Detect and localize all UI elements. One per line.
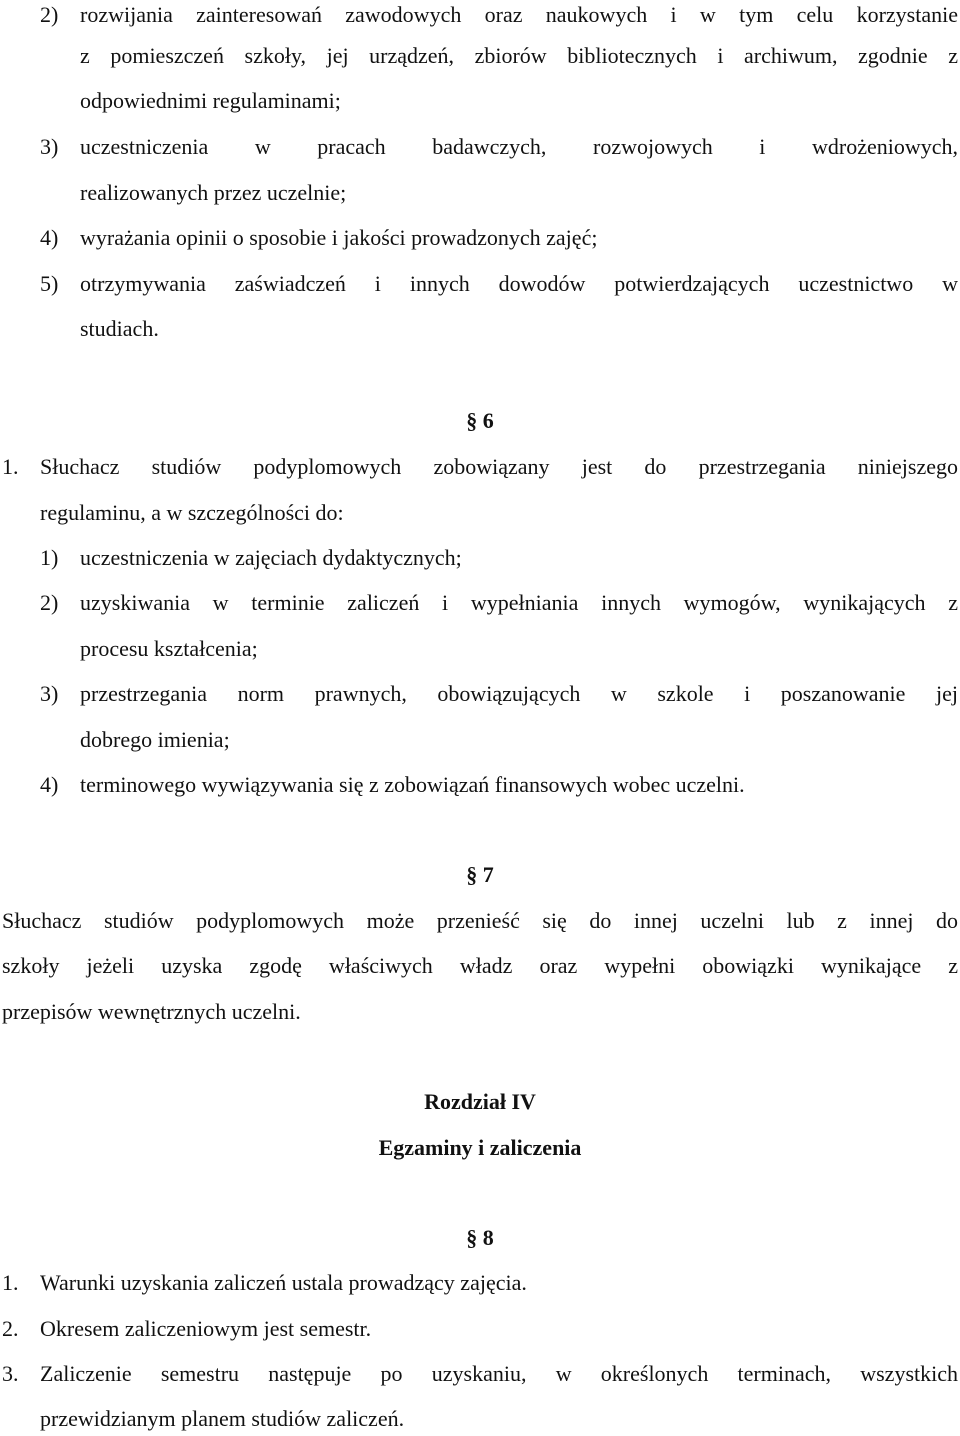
paragraph-text: szkoły jeżeli uzyska zgodę właściwych władz oraz wypełni obowiązki wynikające z	[2, 953, 958, 978]
list-text: uczestniczenia w zajęciach dydaktycznych;	[80, 545, 462, 570]
chapter-title: Rozdział IV	[424, 1089, 536, 1114]
chapter-subtitle: Egzaminy i zaliczenia	[378, 1135, 582, 1160]
paragraph-text: Okresem zaliczeniowym jest semestr.	[40, 1316, 372, 1341]
list-text: wyrażania opinii o sposobie i jakości prowadzonych zajęć;	[80, 225, 598, 250]
paragraph	[0, 452, 958, 482]
list-text-continued: z pomieszczeń szkoły, jej urządzeń, zbiorów bibliotecznych i archiwum, zgodnie z	[80, 43, 958, 68]
paragraph-number: 1.	[2, 1270, 19, 1295]
paragraph-number: 3.	[2, 1361, 19, 1386]
paragraph-text-continued: przewidzianym planem studiów zaliczeń.	[40, 1406, 405, 1431]
list-number: 3)	[40, 681, 59, 706]
list-text: uczestniczenia w pracach badawczych, rozwojowych i wdrożeniowych,	[80, 134, 958, 159]
list-number: 2)	[40, 2, 59, 27]
list-text: otrzymywania zaświadczeń i innych dowodów potwierdzających uczestnictwo w	[80, 271, 958, 296]
list-number: 2)	[40, 590, 59, 615]
list-item	[40, 132, 958, 162]
list-number: 3)	[40, 134, 59, 159]
paragraph-text: Słuchacz studiów podyplomowych zobowiązany jest do przestrzegania niniejszego	[40, 454, 958, 479]
section-heading: § 7	[466, 862, 494, 887]
paragraph-text: Zaliczenie semestru następuje po uzyskaniu, w określonych terminach, wszystkich	[40, 1361, 958, 1386]
list-text-continued: realizowanych przez uczelnie;	[80, 180, 347, 205]
list-text-continued: dobrego imienia;	[80, 727, 230, 752]
paragraph	[0, 1359, 958, 1389]
list-number: 1)	[40, 545, 59, 570]
paragraph-number: 1.	[2, 454, 19, 479]
paragraph-number: 2.	[2, 1316, 19, 1341]
list-item	[40, 269, 958, 299]
paragraph-text: Warunki uzyskania zaliczeń ustala prowadzący zajęcia.	[40, 1270, 527, 1295]
paragraph-text-continued: regulaminu, a w szczególności do:	[40, 500, 344, 525]
list-number: 4)	[40, 772, 59, 797]
list-text: przestrzegania norm prawnych, obowiązujących w szkole i poszanowanie jej	[80, 681, 958, 706]
list-item	[40, 0, 958, 30]
list-text: terminowego wywiązywania się z zobowiązań finansowych wobec uczelni.	[80, 772, 745, 797]
list-text-continued: studiach.	[80, 316, 159, 341]
paragraph-text: przepisów wewnętrznych uczelni.	[2, 999, 301, 1024]
list-number: 4)	[40, 225, 59, 250]
list-item	[40, 679, 958, 709]
list-text: uzyskiwania w terminie zaliczeń i wypełniania innych wymogów, wynikających z	[80, 590, 958, 615]
list-text-continued: procesu kształcenia;	[80, 636, 258, 661]
list-text-continued: odpowiednimi regulaminami;	[80, 88, 341, 113]
list-number: 5)	[40, 271, 59, 296]
section-heading: § 8	[466, 1225, 494, 1250]
list-text: rozwijania zainteresowań zawodowych oraz naukowych i w tym celu korzystanie	[80, 2, 958, 27]
section-heading: § 6	[466, 408, 494, 433]
list-item	[40, 588, 958, 618]
paragraph-text: Słuchacz studiów podyplomowych może przenieść się do innej uczelni lub z innej do	[2, 908, 958, 933]
